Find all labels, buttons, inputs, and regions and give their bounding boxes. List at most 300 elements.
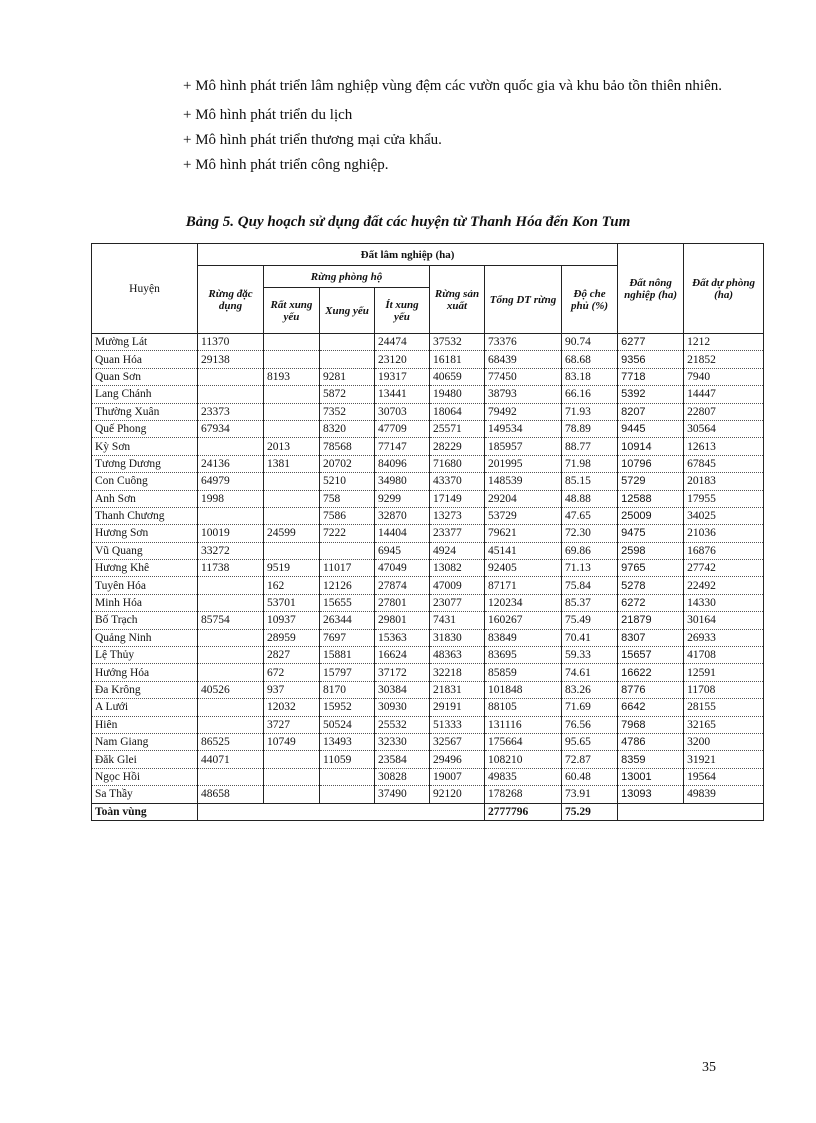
table-cell: 30564 [684, 420, 764, 437]
table-cell: 24136 [198, 455, 264, 472]
table-cell: 9299 [375, 490, 430, 507]
table-row [92, 403, 764, 420]
table-cell: 37172 [375, 664, 430, 681]
table-cell: 24474 [375, 334, 430, 351]
table-cell: 83.26 [562, 681, 618, 698]
table-cell: 76.56 [562, 716, 618, 733]
table-cell: 148539 [485, 473, 562, 490]
table-cell: 15655 [320, 594, 375, 611]
cell-huyen: A Lưới [92, 699, 198, 716]
table-cell: 14404 [375, 525, 430, 542]
header-do-che-phu: Độ che phủ (%) [562, 266, 618, 334]
table-cell: 23120 [375, 351, 430, 368]
table-cell: 19317 [375, 368, 430, 385]
table-cell [198, 768, 264, 785]
table-cell: 88.77 [562, 438, 618, 455]
table-cell: 67934 [198, 420, 264, 437]
table-cell: 87171 [485, 577, 562, 594]
table-cell: 13001 [618, 768, 684, 785]
table-cell: 95.65 [562, 733, 618, 750]
table-cell: 30384 [375, 681, 430, 698]
table-cell: 19480 [430, 386, 485, 403]
table-cell: 29138 [198, 351, 264, 368]
table-cell: 90.74 [562, 334, 618, 351]
table-cell: 92405 [485, 560, 562, 577]
table-cell: 70.41 [562, 629, 618, 646]
table-cell: 40659 [430, 368, 485, 385]
table-row [92, 664, 764, 681]
cell-huyen: Mường Lát [92, 334, 198, 351]
table-cell [198, 664, 264, 681]
table-cell: 185957 [485, 438, 562, 455]
table-cell: 9445 [618, 420, 684, 437]
table-cell: 27801 [375, 594, 430, 611]
header-dat-nong-nghiep: Đất nông nghiệp (ha) [618, 244, 684, 334]
table-cell: 13093 [618, 786, 684, 803]
table-cell: 72.87 [562, 751, 618, 768]
table-cell: 32218 [430, 664, 485, 681]
table-cell: 83849 [485, 629, 562, 646]
table-cell [264, 768, 320, 785]
table-cell: 32165 [684, 716, 764, 733]
table-cell: 67845 [684, 455, 764, 472]
table-cell: 101848 [485, 681, 562, 698]
table-cell: 12613 [684, 438, 764, 455]
table-row [92, 386, 764, 403]
table-cell [320, 351, 375, 368]
header-xung-yeu: Xung yếu [320, 288, 375, 334]
table-cell [264, 386, 320, 403]
table-cell [198, 507, 264, 524]
table-cell: 8170 [320, 681, 375, 698]
table-cell [320, 786, 375, 803]
table-cell: 27874 [375, 577, 430, 594]
table-cell: 23077 [430, 594, 485, 611]
table-cell: 5278 [618, 577, 684, 594]
table-cell: 48.88 [562, 490, 618, 507]
table-cell: 28229 [430, 438, 485, 455]
table-cell [320, 768, 375, 785]
table-cell: 30164 [684, 612, 764, 629]
table-cell: 6945 [375, 542, 430, 559]
table-cell: 7697 [320, 629, 375, 646]
table-cell: 149534 [485, 420, 562, 437]
table-cell [264, 420, 320, 437]
table-cell [264, 751, 320, 768]
table-cell: 30930 [375, 699, 430, 716]
cell-huyen: Minh Hóa [92, 594, 198, 611]
table-cell: 64979 [198, 473, 264, 490]
table-cell: 15797 [320, 664, 375, 681]
cell-huyen: Thanh Chương [92, 507, 198, 524]
table-cell: 8320 [320, 420, 375, 437]
table-cell: 88105 [485, 699, 562, 716]
table-cell: 49839 [684, 786, 764, 803]
table-cell: 48363 [430, 647, 485, 664]
table-row [92, 751, 764, 768]
cell-huyen: Lang Chánh [92, 386, 198, 403]
table-cell: 23584 [375, 751, 430, 768]
table-cell: 15657 [618, 647, 684, 664]
table-cell: 68.68 [562, 351, 618, 368]
table-cell: 37532 [430, 334, 485, 351]
table-cell [198, 368, 264, 385]
table-row [92, 507, 764, 524]
table-cell: 16622 [618, 664, 684, 681]
table-cell: 6642 [618, 699, 684, 716]
table-cell: 14330 [684, 594, 764, 611]
table-row [92, 351, 764, 368]
table-cell: 72.30 [562, 525, 618, 542]
table-cell: 2598 [618, 542, 684, 559]
table-row [92, 577, 764, 594]
bullet-item: + Mô hình phát triển du lịch [183, 107, 353, 123]
total-do-che-phu: 75.29 [562, 803, 618, 820]
table-cell: 11059 [320, 751, 375, 768]
table-cell: 30828 [375, 768, 430, 785]
cell-huyen: Anh Sơn [92, 490, 198, 507]
table-cell: 8193 [264, 368, 320, 385]
table-cell [198, 629, 264, 646]
bullet-item: + Mô hình phát triển công nghiệp. [183, 157, 389, 173]
table-cell: 13082 [430, 560, 485, 577]
cell-huyen: Sa Thầy [92, 786, 198, 803]
table-cell: 40526 [198, 681, 264, 698]
table-cell [320, 334, 375, 351]
table-cell: 74.61 [562, 664, 618, 681]
table-cell: 8359 [618, 751, 684, 768]
table-cell [198, 699, 264, 716]
bullet-item: + Mô hình phát triển lâm nghiệp vùng đệm các vườn quốc gia và khu bảo tồn thiên nhiên. [183, 78, 722, 94]
page-number: 35 [702, 1060, 716, 1075]
table-cell: 5872 [320, 386, 375, 403]
table-cell: 5392 [618, 386, 684, 403]
table-cell: 9281 [320, 368, 375, 385]
cell-huyen: Hương Sơn [92, 525, 198, 542]
table-cell: 29801 [375, 612, 430, 629]
header-rung-dac-dung: Rừng đặc dụng [198, 266, 264, 334]
table-cell: 31921 [684, 751, 764, 768]
table-cell [198, 386, 264, 403]
table-cell: 22807 [684, 403, 764, 420]
table-row [92, 733, 764, 750]
table-cell: 20702 [320, 455, 375, 472]
cell-huyen: Con Cuông [92, 473, 198, 490]
table-cell: 28155 [684, 699, 764, 716]
cell-huyen: Nam Giang [92, 733, 198, 750]
table-cell: 49835 [485, 768, 562, 785]
table-cell: 178268 [485, 786, 562, 803]
table-cell: 92120 [430, 786, 485, 803]
table-cell: 7352 [320, 403, 375, 420]
table-cell: 6277 [618, 334, 684, 351]
table-cell [264, 507, 320, 524]
table-cell: 51333 [430, 716, 485, 733]
table-row [92, 368, 764, 385]
table-cell: 85754 [198, 612, 264, 629]
table-cell: 86525 [198, 733, 264, 750]
table-row-total [92, 803, 764, 820]
bullet-item: + Mô hình phát triển thương mại cửa khẩu. [183, 132, 442, 148]
table-cell: 32870 [375, 507, 430, 524]
table-cell: 12588 [618, 490, 684, 507]
table-cell: 41708 [684, 647, 764, 664]
table-cell: 77147 [375, 438, 430, 455]
cell-huyen: Quan Sơn [92, 368, 198, 385]
table-cell: 10914 [618, 438, 684, 455]
table-cell: 29191 [430, 699, 485, 716]
total-tong-dt-rung: 2777796 [485, 803, 562, 820]
table-row [92, 334, 764, 351]
table-cell: 201995 [485, 455, 562, 472]
table-cell: 7431 [430, 612, 485, 629]
table-cell: 9356 [618, 351, 684, 368]
table-cell: 34980 [375, 473, 430, 490]
table-cell: 937 [264, 681, 320, 698]
table-cell: 11370 [198, 334, 264, 351]
table-row [92, 560, 764, 577]
table-cell: 83695 [485, 647, 562, 664]
table-cell: 20183 [684, 473, 764, 490]
table-cell: 66.16 [562, 386, 618, 403]
table-cell [264, 334, 320, 351]
cell-huyen: Quảng Ninh [92, 629, 198, 646]
table-row [92, 473, 764, 490]
table-row [92, 768, 764, 785]
table-cell: 84096 [375, 455, 430, 472]
table-cell: 8307 [618, 629, 684, 646]
table-cell: 47.65 [562, 507, 618, 524]
table-cell: 17955 [684, 490, 764, 507]
table-cell [198, 647, 264, 664]
cell-huyen: Quế Phong [92, 420, 198, 437]
table-cell: 60.48 [562, 768, 618, 785]
table-cell: 162 [264, 577, 320, 594]
table-cell: 71.98 [562, 455, 618, 472]
bullet-list [183, 74, 743, 178]
table-cell: 9765 [618, 560, 684, 577]
table-cell: 21036 [684, 525, 764, 542]
table-cell: 79621 [485, 525, 562, 542]
table-cell: 69.86 [562, 542, 618, 559]
table-cell [320, 542, 375, 559]
header-dat-du-phong: Đất dự phòng (ha) [684, 244, 764, 334]
table-cell: 53701 [264, 594, 320, 611]
table-cell: 47709 [375, 420, 430, 437]
table-cell: 14447 [684, 386, 764, 403]
table-cell: 71.69 [562, 699, 618, 716]
table-cell: 85859 [485, 664, 562, 681]
cell-huyen: Tương Dương [92, 455, 198, 472]
table-cell: 53729 [485, 507, 562, 524]
table-cell: 12032 [264, 699, 320, 716]
cell-huyen: Hiên [92, 716, 198, 733]
table-cell: 68439 [485, 351, 562, 368]
table-cell: 16624 [375, 647, 430, 664]
table-cell: 11738 [198, 560, 264, 577]
table-cell: 4924 [430, 542, 485, 559]
table-cell [198, 438, 264, 455]
table-cell: 9519 [264, 560, 320, 577]
table-cell: 120234 [485, 594, 562, 611]
table-row [92, 629, 764, 646]
table-cell: 29496 [430, 751, 485, 768]
table-cell [264, 786, 320, 803]
table-cell [264, 403, 320, 420]
table-cell [264, 473, 320, 490]
table-body [92, 334, 764, 821]
table-row [92, 490, 764, 507]
table-cell: 28959 [264, 629, 320, 646]
total-blank [198, 803, 485, 820]
table-cell: 50524 [320, 716, 375, 733]
header-huyen: Huyện [92, 244, 198, 334]
total-blank [618, 803, 764, 820]
cell-huyen: Lệ Thủy [92, 647, 198, 664]
table-cell: 79492 [485, 403, 562, 420]
cell-huyen: Hướng Hóa [92, 664, 198, 681]
table-cell: 2013 [264, 438, 320, 455]
table-cell: 75.84 [562, 577, 618, 594]
table-cell: 1998 [198, 490, 264, 507]
table-row [92, 681, 764, 698]
table-cell: 108210 [485, 751, 562, 768]
table-cell: 5729 [618, 473, 684, 490]
table-cell: 48658 [198, 786, 264, 803]
table-cell: 26344 [320, 612, 375, 629]
table-caption: Bảng 5. Quy hoạch sử dụng đất các huyện từ Thanh Hóa đến Kon Tum [185, 214, 631, 230]
table-cell: 47009 [430, 577, 485, 594]
table-cell: 85.37 [562, 594, 618, 611]
table-cell: 19564 [684, 768, 764, 785]
table-cell: 10937 [264, 612, 320, 629]
table-row [92, 699, 764, 716]
table-cell: 11708 [684, 681, 764, 698]
table-cell [198, 716, 264, 733]
table-cell: 160267 [485, 612, 562, 629]
table-cell: 15363 [375, 629, 430, 646]
table-cell: 1381 [264, 455, 320, 472]
table-cell: 33272 [198, 542, 264, 559]
table-cell: 85.15 [562, 473, 618, 490]
table-row [92, 438, 764, 455]
table-cell: 7222 [320, 525, 375, 542]
table-cell: 21831 [430, 681, 485, 698]
table-cell: 12126 [320, 577, 375, 594]
table-cell [264, 490, 320, 507]
cell-huyen: Đa Krông [92, 681, 198, 698]
table-cell [198, 577, 264, 594]
table-cell: 10749 [264, 733, 320, 750]
table-cell: 73376 [485, 334, 562, 351]
table-cell: 758 [320, 490, 375, 507]
table-cell [264, 351, 320, 368]
header-it-xung-yeu: Ít xung yếu [375, 288, 430, 334]
header-dat-lam-nghiep: Đất lâm nghiệp (ha) [198, 244, 618, 266]
table-cell: 11017 [320, 560, 375, 577]
table-cell: 71.93 [562, 403, 618, 420]
table-row [92, 786, 764, 803]
table-cell: 5210 [320, 473, 375, 490]
table-cell: 175664 [485, 733, 562, 750]
cell-huyen: Hương Khê [92, 560, 198, 577]
table-row [92, 542, 764, 559]
table-cell: 7586 [320, 507, 375, 524]
table-cell: 10019 [198, 525, 264, 542]
table-row [92, 647, 764, 664]
cell-huyen: Kỳ Sơn [92, 438, 198, 455]
table-cell: 26933 [684, 629, 764, 646]
table-cell: 21879 [618, 612, 684, 629]
table-cell: 23377 [430, 525, 485, 542]
table-cell: 44071 [198, 751, 264, 768]
table-cell: 32330 [375, 733, 430, 750]
table-cell: 83.18 [562, 368, 618, 385]
table-cell: 32567 [430, 733, 485, 750]
table-cell: 7968 [618, 716, 684, 733]
table-row [92, 420, 764, 437]
table-cell: 43370 [430, 473, 485, 490]
cell-huyen: Quan Hóa [92, 351, 198, 368]
table-cell: 47049 [375, 560, 430, 577]
table-cell: 16181 [430, 351, 485, 368]
total-label: Toàn vùng [92, 803, 198, 820]
table-cell: 31830 [430, 629, 485, 646]
header-tong-dt-rung: Tổng DT rừng [485, 266, 562, 334]
table-cell: 13441 [375, 386, 430, 403]
table-cell: 131116 [485, 716, 562, 733]
table-cell: 3200 [684, 733, 764, 750]
table-cell: 78568 [320, 438, 375, 455]
table-cell: 78.89 [562, 420, 618, 437]
table-cell: 75.49 [562, 612, 618, 629]
table-cell: 17149 [430, 490, 485, 507]
table-cell [198, 594, 264, 611]
cell-huyen: Bố Trạch [92, 612, 198, 629]
table-cell: 21852 [684, 351, 764, 368]
cell-huyen: Đăk Glei [92, 751, 198, 768]
table-row [92, 716, 764, 733]
table-cell: 3727 [264, 716, 320, 733]
table-cell: 7718 [618, 368, 684, 385]
table-cell [264, 542, 320, 559]
table-cell: 7940 [684, 368, 764, 385]
table-cell: 25532 [375, 716, 430, 733]
header-rat-xung-yeu: Rất xung yếu [264, 288, 320, 334]
table-cell: 15952 [320, 699, 375, 716]
table-cell: 672 [264, 664, 320, 681]
table-cell: 37490 [375, 786, 430, 803]
table-cell: 19007 [430, 768, 485, 785]
table-cell: 15881 [320, 647, 375, 664]
table-cell: 29204 [485, 490, 562, 507]
table-cell: 10796 [618, 455, 684, 472]
cell-huyen: Tuyên Hóa [92, 577, 198, 594]
table-cell: 4786 [618, 733, 684, 750]
land-use-table [91, 243, 764, 821]
cell-huyen: Vũ Quang [92, 542, 198, 559]
table-cell: 45141 [485, 542, 562, 559]
table-cell: 22492 [684, 577, 764, 594]
table-cell: 34025 [684, 507, 764, 524]
table-row [92, 525, 764, 542]
table-cell: 6272 [618, 594, 684, 611]
table-cell: 25571 [430, 420, 485, 437]
table-cell: 30703 [375, 403, 430, 420]
table-row [92, 594, 764, 611]
table-cell: 71680 [430, 455, 485, 472]
table-cell: 1212 [684, 334, 764, 351]
